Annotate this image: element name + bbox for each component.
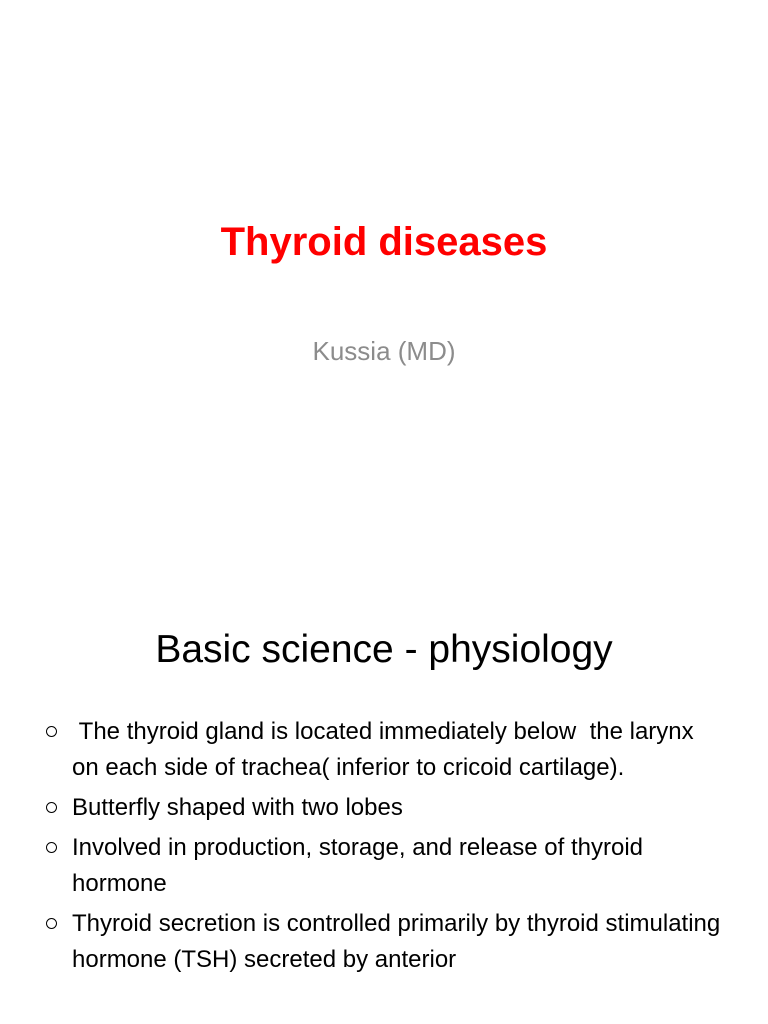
bullet-circle-icon bbox=[46, 802, 57, 813]
bullet-circle-icon bbox=[46, 842, 57, 853]
bullet-circle-icon bbox=[46, 918, 57, 929]
list-item bbox=[44, 830, 724, 902]
slide-subtitle: Kussia (MD) bbox=[312, 336, 456, 366]
physiology-slide bbox=[0, 576, 768, 1024]
list-item bbox=[44, 906, 724, 978]
bullet-circle-icon bbox=[46, 726, 57, 737]
bullet-text: Involved in production, storage, and release of thyroid hormone bbox=[72, 834, 644, 897]
slide-title: Thyroid diseases bbox=[220, 220, 548, 264]
bullet-text: The thyroid gland is located immediately below the larynx on each side of trachea( inferior to cricoid cartilage). bbox=[72, 718, 701, 781]
bullet-list bbox=[44, 714, 724, 982]
list-item bbox=[44, 714, 724, 786]
bullet-text: Butterfly shaped with two lobes bbox=[72, 794, 403, 821]
slide-heading: Basic science - physiology bbox=[155, 628, 613, 671]
list-item bbox=[44, 790, 724, 826]
bullet-text: Thyroid secretion is controlled primarily by thyroid stimulating hormone (TSH) secreted by anterior bbox=[72, 910, 721, 973]
